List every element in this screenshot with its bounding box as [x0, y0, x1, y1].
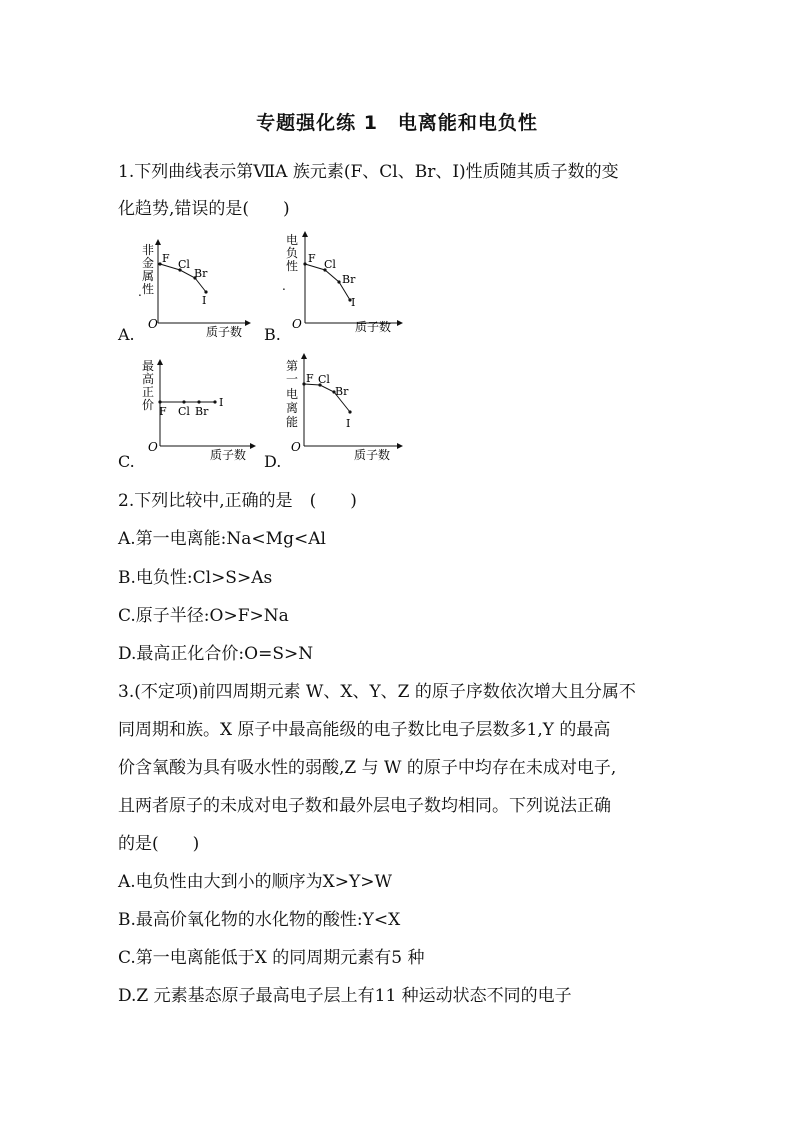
q3-stem-line1: 3.(不定项)前四周期元素 W、X、Y、Z 的原子序数依次增大且分属不 [118, 682, 636, 702]
graph-c-svg [118, 356, 263, 466]
q2-option-a: A.第一电离能:Na<Mg<Al [118, 529, 326, 549]
q2-option-d: D.最高正化合价:O=S>N [118, 644, 314, 664]
svg-text:价: 价 [142, 398, 155, 412]
q3-option-d: D.Z 元素基态原子最高电子层上有11 种运动状态不同的电子 [118, 986, 572, 1006]
svg-text:电: 电 [286, 387, 299, 401]
svg-text:离: 离 [286, 401, 299, 415]
svg-text:O: O [148, 440, 158, 454]
q3-stem-line4: 且两者原子的未成对电子数和最外层电子数均相同。下列说法正确 [118, 796, 611, 816]
graph-b-option: B. [264, 325, 281, 344]
svg-text:Br: Br [195, 405, 209, 418]
svg-text:Cl: Cl [318, 373, 330, 386]
q2-stem: 2.下列比较中,正确的是 ( ) [118, 491, 357, 511]
svg-text:电: 电 [286, 233, 299, 247]
page-title: 专题强化练 1 电离能和电负性 [256, 112, 538, 134]
graph-a [118, 238, 258, 348]
q3-stem-line3: 价含氧酸为具有吸水性的弱酸,Z 与 W 的原子中均存在未成对电子, [118, 758, 617, 778]
x-axis-label: 质子数 [206, 325, 243, 339]
svg-text:质子数: 质子数 [210, 448, 247, 462]
graph-d [262, 350, 412, 470]
svg-text:质子数: 质子数 [354, 448, 391, 462]
graph-a-svg [118, 238, 258, 348]
graph-d-svg [262, 350, 412, 470]
graph-b [262, 228, 412, 343]
svg-text:一: 一 [286, 372, 299, 386]
q3-option-b: B.最高价氧化物的水化物的酸性:Y<X [118, 910, 401, 930]
svg-text:I: I [351, 296, 356, 309]
svg-text:质子数: 质子数 [355, 320, 392, 334]
graph-b-svg [262, 228, 412, 343]
svg-text:I: I [219, 396, 224, 409]
graph-c [118, 356, 263, 466]
label-f: F [162, 252, 170, 265]
q3-option-a: A.电负性由大到小的顺序为X>Y>W [118, 872, 392, 892]
y-label-2: 金 [142, 256, 155, 270]
svg-text:.: . [282, 279, 286, 293]
svg-text:第: 第 [286, 359, 299, 373]
dot-mark: . [138, 285, 142, 299]
label-br: Br [194, 267, 208, 280]
q1-stem-line2: 化趋势,错误的是( ) [118, 199, 290, 219]
graph-d-option: D. [264, 452, 282, 471]
label-cl: Cl [178, 258, 190, 271]
q3-stem-line2: 同周期和族。X 原子中最高能级的电子数比电子层数多1,Y 的最高 [118, 720, 611, 740]
svg-text:O: O [292, 317, 302, 331]
svg-text:O: O [291, 440, 301, 454]
svg-text:最: 最 [142, 359, 155, 373]
origin-label: O [148, 317, 158, 331]
q3-stem-line5: 的是( ) [118, 834, 200, 854]
graph-c-option: C. [118, 452, 135, 471]
svg-text:Cl: Cl [178, 405, 190, 418]
svg-text:负: 负 [286, 246, 299, 260]
q2-option-b: B.电负性:Cl>S>As [118, 568, 273, 588]
svg-text:F: F [159, 405, 167, 418]
q1-stem-line1: 1.下列曲线表示第ⅦA 族元素(F、Cl、Br、I)性质随其质子数的变 [118, 162, 619, 182]
svg-text:正: 正 [142, 385, 155, 399]
y-label-3: 属 [142, 269, 155, 283]
svg-text:F: F [308, 252, 316, 265]
q3-option-c: C.第一电离能低于X 的同周期元素有5 种 [118, 948, 425, 968]
svg-text:I: I [346, 417, 351, 430]
svg-text:Cl: Cl [324, 258, 336, 271]
label-i: I [202, 294, 207, 307]
svg-text:Br: Br [335, 385, 349, 398]
y-label-1: 非 [142, 243, 155, 257]
q2-option-c: C.原子半径:O>F>Na [118, 606, 289, 626]
graph-a-option: A. [118, 325, 135, 344]
svg-text:性: 性 [286, 259, 299, 273]
y-label-4: 性 [142, 282, 155, 296]
svg-text:能: 能 [286, 415, 299, 429]
svg-text:高: 高 [142, 372, 155, 386]
svg-text:F: F [306, 372, 314, 385]
svg-text:Br: Br [342, 273, 356, 286]
